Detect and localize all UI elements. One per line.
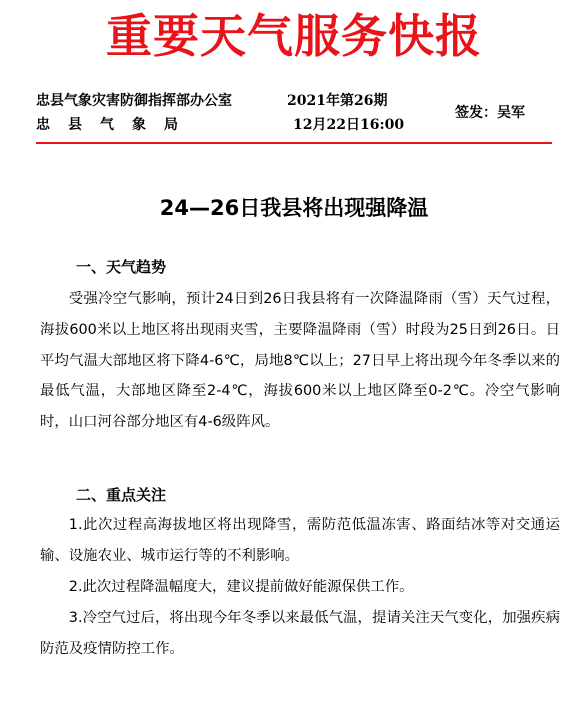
document-title: 24—26日我县将出现强降温 — [159, 196, 429, 220]
issuing-office: 忠县气象灾害防御指挥部办公室 — [36, 93, 232, 109]
header-divider — [36, 142, 552, 144]
section-heading-key-concerns: 二、重点关注 — [76, 486, 167, 504]
key-concern-item-1: 1.此次过程高海拔地区将出现降雪，需防范低温冻害、路面结冰等对交通运输、设施农业、城市运行等的不利影响。 — [40, 517, 560, 564]
issue-number: 2021年第26期 — [287, 93, 388, 109]
issue-time: 12月22日16:00 — [293, 117, 405, 133]
section-heading-weather-trend: 一、天气趋势 — [76, 258, 167, 276]
key-concern-item-2: 2.此次过程降温幅度大，建议提前做好能源保供工作。 — [68, 579, 414, 595]
masthead-title: 重要天气服务快报 — [106, 9, 482, 63]
signer: 签发：吴军 — [455, 105, 525, 121]
key-concern-item-3: 3.冷空气过后，将出现今年冬季以来最低气温，提请关注天气变化，加强疾病防范及疫情防控工作。 — [40, 610, 560, 657]
issuing-bureau: 忠县气象局 — [36, 117, 196, 133]
weather-trend-paragraph: 受强冷空气影响，预计24日到26日我县将有一次降温降雨（雪）天气过程，海拔600米以上地区将出现雨夹雪，主要降温降雨（雪）时段为25日到26日。日平均气温大部地区将下降4-6℃，局地8℃以上；27日早上将出现今年冬季以来的最低气温，大部地区降至2-4℃，海拔600米以上地区降至0-2℃。冷空气影响时，山口河谷部分地区有4-6级阵风。 — [40, 291, 560, 431]
